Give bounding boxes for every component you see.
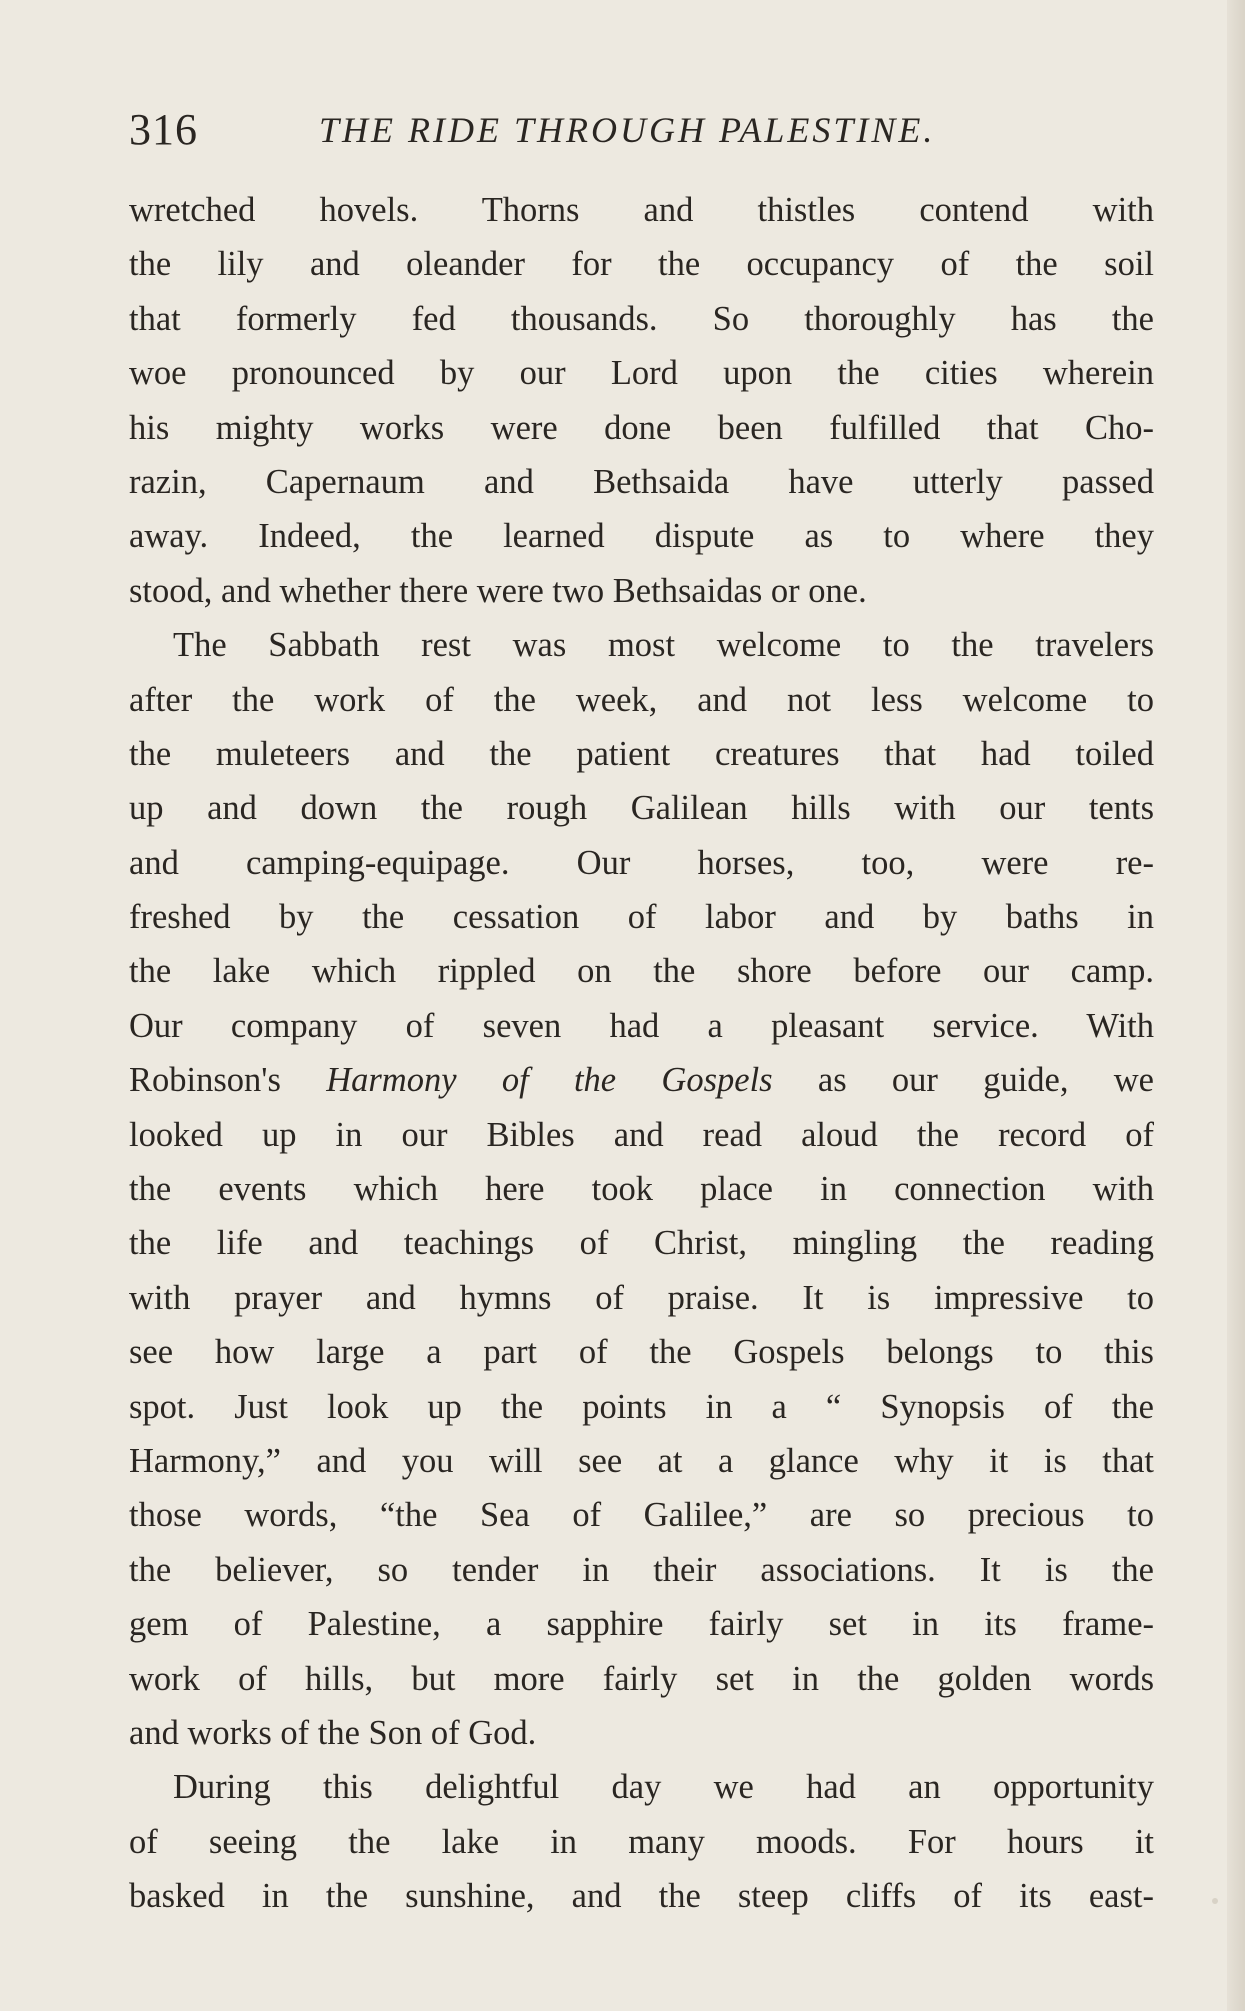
text-line: away. Indeed, the learned dispute as to where they (129, 517, 1154, 556)
page-edge-shadow (1227, 0, 1245, 2011)
text-line: basked in the sunshine, and the steep cliffs of its east- (129, 1877, 1154, 1916)
page-number: 316 (129, 105, 198, 154)
text-line: During this delightful day we had an opportunity (173, 1768, 1154, 1807)
text-line: those words, “the Sea of Galilee,” are so precious to (129, 1496, 1154, 1535)
book-title-italic: Harmony of the Gospels (326, 1061, 773, 1100)
text-segment: as our guide, we (772, 1061, 1154, 1100)
text-line: his mighty works were done been fulfilled that Cho- (129, 408, 1154, 447)
text-line: Our company of seven had a pleasant service. With (129, 1006, 1154, 1045)
text-line: work of hills, but more fairly set in the golden words (129, 1659, 1154, 1698)
text-line: see how large a part of the Gospels belongs to this (129, 1333, 1154, 1372)
text-line: the life and teachings of Christ, mingling the reading (129, 1224, 1154, 1263)
text-line: spot. Just look up the points in a “ Synopsis of the (129, 1387, 1154, 1426)
text-line: woe pronounced by our Lord upon the cities wherein (129, 354, 1154, 393)
text-line: of seeing the lake in many moods. For hours it (129, 1822, 1154, 1861)
text-line: and camping-equipage. Our horses, too, were re- (129, 843, 1154, 882)
running-title: THE RIDE THROUGH PALESTINE. (319, 110, 936, 150)
text-line: with prayer and hymns of praise. It is impressive to (129, 1278, 1154, 1317)
text-line: gem of Palestine, a sapphire fairly set in its frame- (129, 1605, 1154, 1644)
text-line: after the work of the week, and not less welcome to (129, 680, 1154, 719)
text-line: razin, Capernaum and Bethsaida have utterly passed (129, 462, 1154, 501)
text-line (129, 1053, 1154, 1107)
text-line: The Sabbath rest was most welcome to the travelers (173, 626, 1154, 665)
page-header (129, 100, 1154, 160)
text-line: the muleteers and the patient creatures that had toiled (129, 734, 1154, 773)
text-line: the believer, so tender in their associations. It is the (129, 1550, 1154, 1589)
text-line: looked up in our Bibles and read aloud the record of (129, 1115, 1154, 1154)
text-line: the lily and oleander for the occupancy of the soil (129, 245, 1154, 284)
text-line: stood, and whether there were two Bethsaidas or one. (129, 571, 867, 610)
text-line: Harmony,” and you will see at a glance why it is that (129, 1441, 1154, 1480)
text-line: the events which here took place in connection with (129, 1170, 1154, 1209)
paper-speck (1212, 1898, 1218, 1904)
text-line: freshed by the cessation of labor and by baths in (129, 898, 1154, 937)
body-text (129, 183, 1154, 1924)
text-line: wretched hovels. Thorns and thistles contend with (129, 191, 1154, 229)
text-segment: Robinson's (129, 1061, 327, 1100)
text-line: the lake which rippled on the shore before our camp. (129, 952, 1154, 991)
text-line: that formerly fed thousands. So thoroughly has the (129, 299, 1154, 338)
text-line: up and down the rough Galilean hills with our tents (129, 789, 1154, 828)
text-line: and works of the Son of God. (129, 1713, 537, 1752)
